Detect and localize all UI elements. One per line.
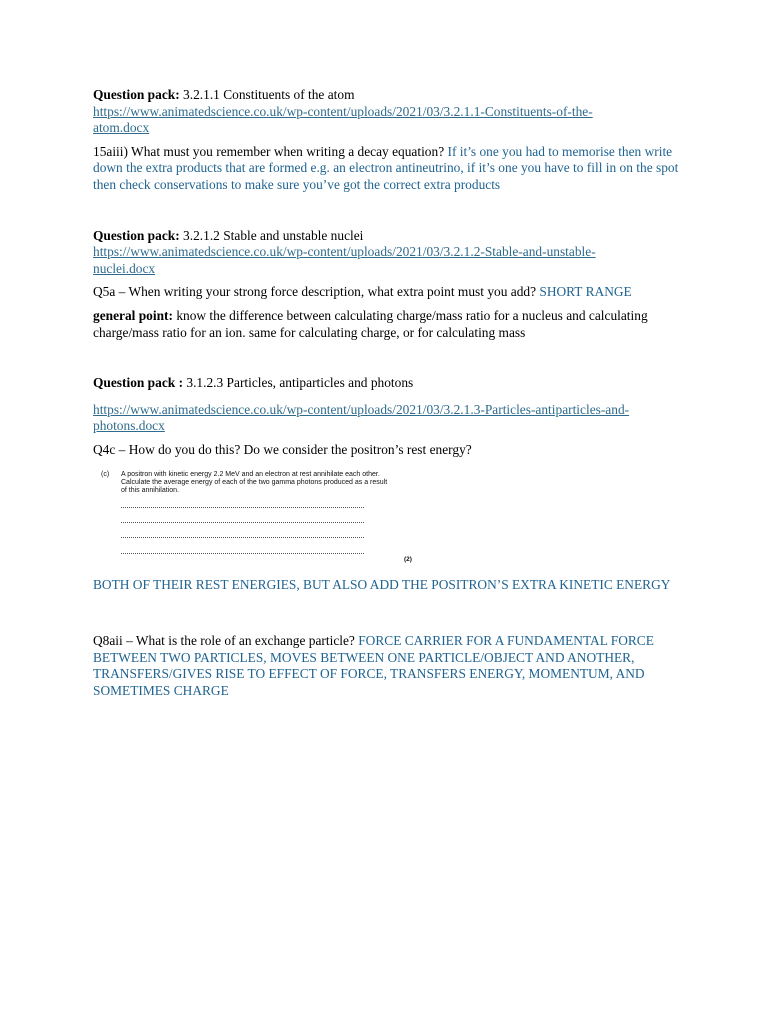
- document-body: [93, 87, 683, 699]
- question-pack-link-2[interactable]: [93, 244, 683, 277]
- exam-text-line: Calculate the average energy of each of the two gamma photons produced as a result: [121, 478, 388, 486]
- heading-text: 3.1.2.3 Particles, antiparticles and photons: [183, 375, 414, 391]
- general-point-label: general point:: [93, 307, 173, 323]
- question-pack-heading-1: [93, 87, 683, 104]
- question-pack-link-1[interactable]: [93, 104, 683, 137]
- answer-dotted-line: [121, 553, 364, 554]
- exam-marks: (2): [404, 555, 412, 563]
- heading-text: 3.2.1.2 Stable and unstable nuclei: [179, 227, 364, 243]
- answer-dotted-line: [121, 522, 364, 523]
- general-point: [93, 308, 683, 341]
- exam-text-line: A positron with kinetic energy 2.2 MeV and an electron at rest annihilate each other.: [121, 470, 380, 478]
- exam-text-line: of this annihilation.: [121, 486, 179, 494]
- answer-dotted-line: [121, 537, 364, 538]
- answer-text: If it’s one you had to memorise then write down the extra products that are formed e.g. an electron antineutrino, if it’s one you have to fill in on the spot then check conservations to make sure you’ve got the correct extra products: [93, 143, 679, 192]
- exam-question-image: [93, 467, 423, 571]
- answer-q4c: BOTH OF THEIR REST ENERGIES, BUT ALSO ADD THE POSITRON’S EXTRA KINETIC ENERGY: [93, 576, 671, 592]
- link-part-2[interactable]: photons.docx: [93, 418, 165, 434]
- heading-label: Question pack:: [93, 87, 180, 102]
- question-text: 15aiii) What must you remember when writing a decay equation?: [93, 143, 448, 159]
- question-text: Q5a – When writing your strong force description, what extra point must you add?: [93, 284, 540, 300]
- answer-dotted-line: [121, 507, 364, 508]
- question-q8aii: [93, 633, 683, 699]
- link-part-2[interactable]: atom.docx: [93, 120, 150, 136]
- link-part-1[interactable]: https://www.animatedscience.co.uk/wp-content/uploads/2021/03/3.2.1.1-Constituents-of-the-: [93, 103, 593, 119]
- question-15aiii: [93, 144, 683, 194]
- link-part-1[interactable]: https://www.animatedscience.co.uk/wp-content/uploads/2021/03/3.2.1.2-Stable-and-unstable-: [93, 244, 596, 260]
- question-pack-heading-3: [93, 375, 683, 392]
- link-part-1[interactable]: https://www.animatedscience.co.uk/wp-content/uploads/2021/03/3.2.1.3-Particles-antiparticles-and-: [93, 401, 630, 417]
- question-text: Q8aii – What is the role of an exchange particle?: [93, 633, 359, 649]
- question-q4c: [93, 442, 683, 459]
- question-pack-heading-2: [93, 228, 683, 245]
- exam-question-text: [121, 471, 411, 496]
- general-point-text: know the difference between calculating charge/mass ratio for a nucleus and calculating charge/mass ratio for an ion. same for calculating charge, or for calculating mass: [93, 307, 648, 340]
- exam-part-label: (c): [101, 470, 110, 478]
- answer-text: FORCE CARRIER FOR A FUNDAMENTAL FORCE BETWEEN TWO PARTICLES, MOVES BETWEEN ONE PARTICLE/OBJECT AND ANOTHER, TRANSFERS/GIVES RISE TO EFFECT OF FORCE, TRANSFERS ENERGY, MOMENTUM, AND SOMETIMES CHARGE: [93, 633, 654, 698]
- answer-text: SHORT RANGE: [539, 284, 632, 300]
- question-text: Q4c – How do you do this? Do we consider the positron’s rest energy?: [93, 441, 472, 457]
- heading-label: Question pack:: [93, 227, 180, 243]
- link-part-2[interactable]: nuclei.docx: [93, 260, 156, 276]
- question-pack-link-3[interactable]: [93, 402, 683, 435]
- question-q5a: [93, 284, 683, 301]
- heading-label: Question pack :: [93, 375, 184, 391]
- heading-text: 3.2.1.1 Constituents of the atom: [179, 87, 355, 102]
